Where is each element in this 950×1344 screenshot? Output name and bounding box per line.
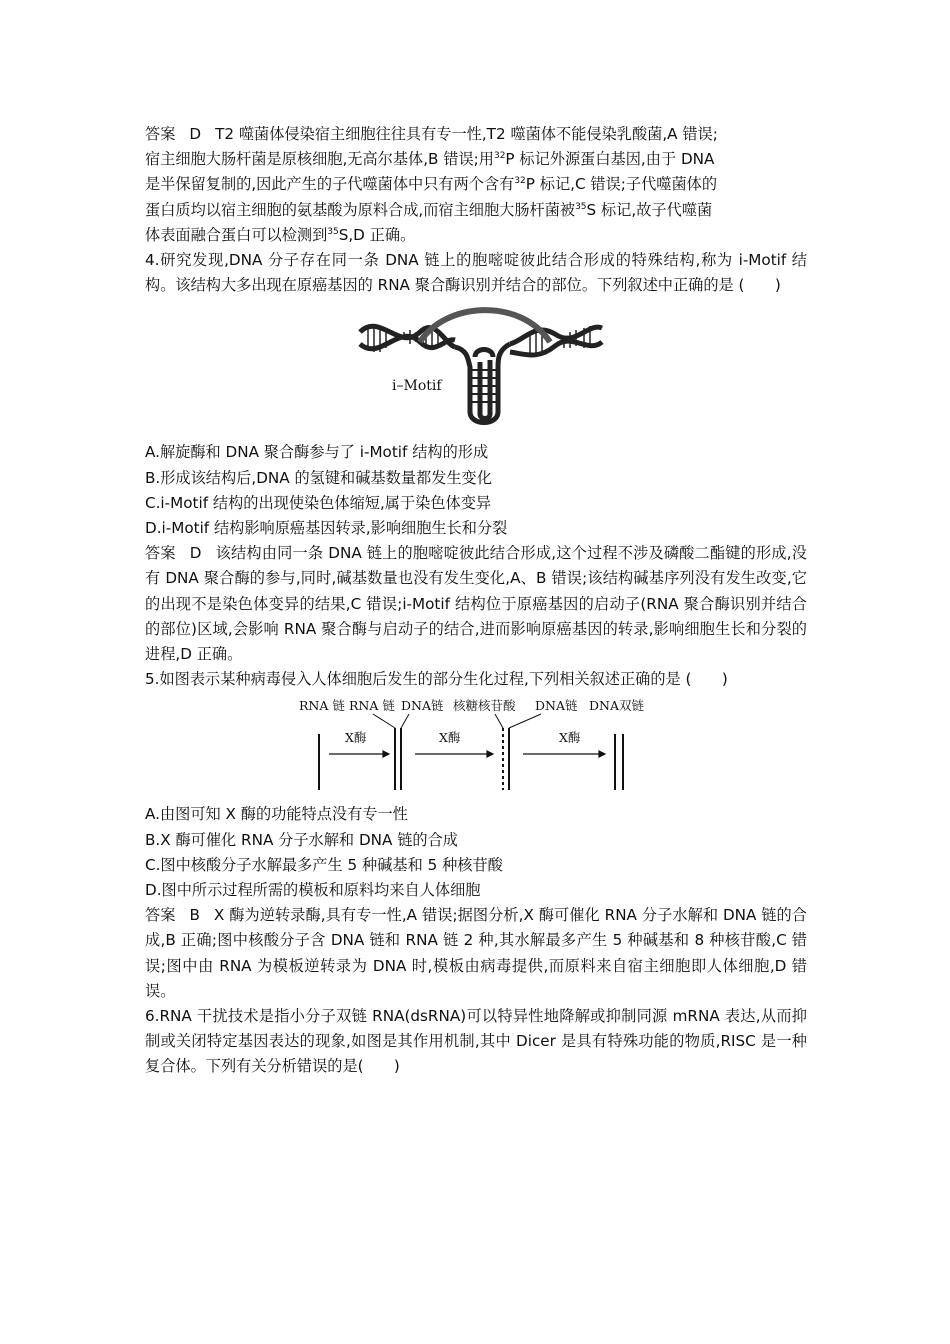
q3-answer-line1 <box>145 122 807 147</box>
pointer-line <box>495 714 503 728</box>
arrow-head <box>487 751 493 757</box>
motif-strands <box>455 344 510 423</box>
superscript: 32 <box>493 151 506 162</box>
answer-label: 答案 <box>145 906 176 925</box>
q3-text: P 标记外源蛋白基因,由于 DNA <box>505 150 715 169</box>
figure-label-rna-2: RNA 链 <box>349 698 395 714</box>
q3-text: 是半保留复制的,因此产生的子代噬菌体中只有两个含有 <box>145 175 515 194</box>
figure-label-ribonucleotide: 核糖核苷酸 <box>453 698 516 714</box>
q4-stem: 4.研究发现,DNA 分子存在同一条 DNA 链上的胞嘧啶彼此结合形成的特殊结构,称为 i-Motif 结构。该结构大多出现在原癌基因的 RNA 聚合酶识别并结合的部位。下列叙述中正确的是 ( ) <box>145 251 807 295</box>
q4-options <box>145 440 807 541</box>
q5-option-d: D.图中所示过程所需的模板和原料均来自人体细胞 <box>145 881 481 900</box>
q4-option-c: C.i-Motif 结构的出现使染色体缩短,属于染色体变异 <box>145 493 492 512</box>
q3-text: S 标记,故子代噬菌 <box>586 200 713 219</box>
q5-option-a: A.由图可知 X 酶的功能特点没有专一性 <box>145 805 408 824</box>
q3-answer-line4 <box>145 198 807 223</box>
arrow-head <box>383 751 389 757</box>
q5-answer <box>145 903 807 1004</box>
superscript: 32 <box>514 176 526 187</box>
q5-options <box>145 802 807 903</box>
answer-key: D <box>189 125 202 143</box>
q4-answer <box>145 541 807 667</box>
q3-text: P 标记,C 错误;子代噬菌体的 <box>525 175 718 194</box>
superscript: 35 <box>327 226 339 237</box>
enzyme-label-1: X酶 <box>345 730 367 746</box>
answer-label: 答案 <box>145 544 176 563</box>
answer-key: B <box>189 906 200 925</box>
answer-key: D <box>189 544 202 563</box>
answer-label: 答案 <box>145 125 176 143</box>
right-helix <box>510 326 602 356</box>
q3-text: 宿主细胞大肠杆菌是原核细胞,无高尔基体,B 错误;用 <box>145 150 494 169</box>
q4-explanation: 该结构由同一条 DNA 链上的胞嘧啶彼此结合形成,这个过程不涉及磷酸二酯键的形成,没有 DNA 聚合酶的参与,同时,碱基数量也没有发生变化,A、B 错误;该结构碱基序列没有发生改变,它的出现不是染色体变异的结果,C 错误;i-Motif 结构位于原癌基因的启动子(RNA 聚合酶识别并结合的部位)区域,会影响 RNA 聚合酶与启动子的结合,进而影响原癌基因的转录,影响细胞生长和分裂的进程,D 正确。 <box>145 544 807 664</box>
q3-answer-line5 <box>145 223 807 248</box>
arrow-head <box>599 751 605 757</box>
reverse-transcription-figure <box>297 696 644 796</box>
superscript: 35 <box>575 201 587 212</box>
q6-stem: 6.RNA 干扰技术是指小分子双链 RNA(dsRNA)可以特异性地降解或抑制同源 mRNA 表达,从而抑制或关闭特定基因表达的现象,如图是其作用机制,其中 Dicer 是具有特殊功能的物质,RISC 是一种复合体。下列有关分析错误的是( ) <box>145 1007 807 1076</box>
figure-label-dna-double: DNA双链 <box>589 698 644 714</box>
pointer-line <box>373 714 395 728</box>
q3-text: S,D 正确。 <box>338 225 416 244</box>
q3-answer-line3 <box>145 172 807 197</box>
q3-text: 蛋白质均以宿主细胞的氨基酸为原料合成,而宿主细胞大肠杆菌被 <box>145 200 576 219</box>
q4-option-a: A.解旋酶和 DNA 聚合酶参与了 i-Motif 结构的形成 <box>145 443 489 462</box>
q5-stem: 5.如图表示某种病毒侵入人体细胞后发生的部分生化过程,下列相关叙述正确的是 ( ) <box>145 670 728 689</box>
enzyme-label-3: X酶 <box>559 730 581 746</box>
pointer-line <box>509 714 541 728</box>
left-helix <box>360 326 455 352</box>
figure-label-dna-2: DNA链 <box>535 698 578 714</box>
enzyme-label-2: X酶 <box>439 730 461 746</box>
figure-label-dna-1: DNA链 <box>401 698 444 714</box>
q3-answer-line2 <box>145 147 807 172</box>
figure-label-rna-1: RNA 链 <box>299 698 345 714</box>
q3-answer <box>145 122 807 248</box>
i-motif-label: i–Motif <box>392 378 442 395</box>
q3-text: 体表面融合蛋白可以检测到 <box>145 225 328 244</box>
q5-explanation: X 酶为逆转录酶,具有专一性,A 错误;据图分析,X 酶可催化 RNA 分子水解和 DNA 链的合成,B 正确;图中核酸分子含 DNA 链和 RNA 链 2 种,其水解最多产生 5 种碱基和 8 种核苷酸,C 错误;图中由 RNA 为模板逆转录为 DNA 时,模板由病毒提供,而原料来自宿主细胞即人体细胞,D 错误。 <box>145 906 807 1000</box>
i-motif-figure <box>360 302 602 430</box>
q4-option-b: B.形成该结构后,DNA 的氢键和碱基数量都发生变化 <box>145 468 492 487</box>
q4-option-d: D.i-Motif 结构影响原癌基因转录,影响细胞生长和分裂 <box>145 519 508 538</box>
document-page <box>145 122 807 1080</box>
q5-option-b: B.X 酶可催化 RNA 分子水解和 DNA 链的合成 <box>145 830 458 849</box>
q3-answer-text: T2 噬菌体侵染宿主细胞往往具有专一性,T2 噬菌体不能侵染乳酸菌,A 错误; <box>215 125 718 143</box>
q5-option-c: C.图中核酸分子水解最多产生 5 种碱基和 5 种核苷酸 <box>145 855 503 874</box>
pointer-line <box>401 714 409 728</box>
